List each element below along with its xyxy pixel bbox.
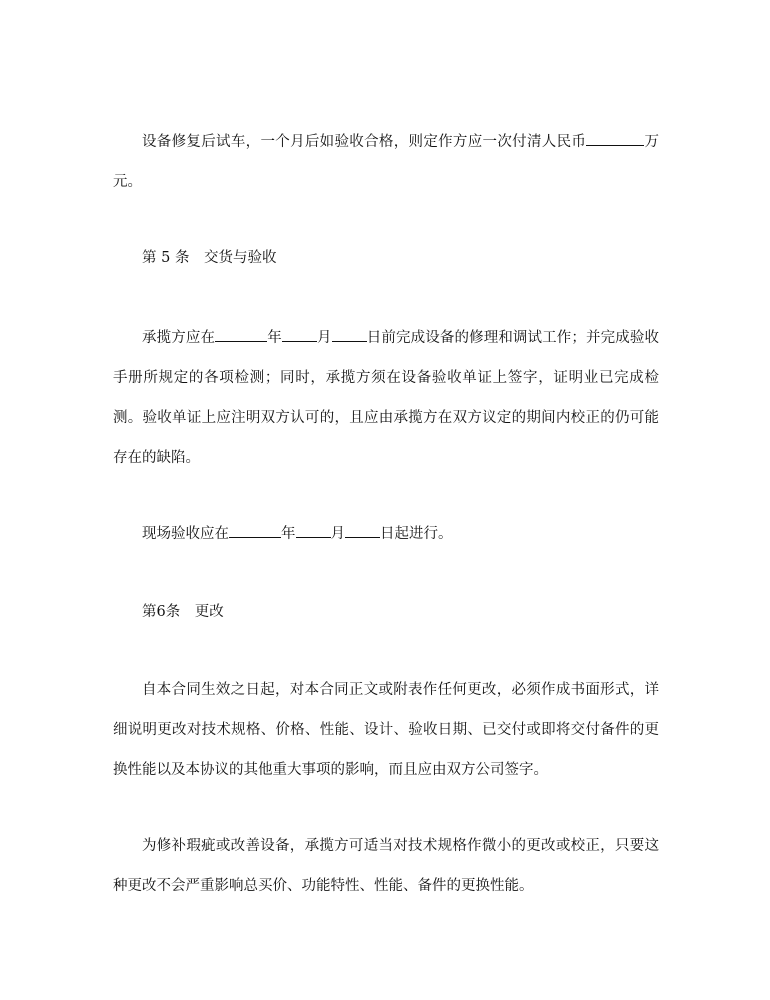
month-label: 月 [316,330,332,346]
payment-clause-text: 设备修复后试车，一个月后如验收合格，则定作方应一次付清人民币 [142,134,587,150]
onsite-year-blank[interactable] [229,521,281,538]
onsite-year-label: 年 [281,526,296,542]
onsite-day-blank[interactable] [345,521,380,538]
minor-change-clause-paragraph: 为修补瑕疵或改善设备，承揽方可适当对技术规格作微小的更改或校正，只要这种更改不会严重影响总买价、功能特性、性能、备件的更换性能。 [113,838,659,894]
onsite-acceptance-paragraph [113,514,659,554]
delivery-clause-paragraph [113,318,659,478]
payment-clause-paragraph [113,122,659,202]
year-label: 年 [267,330,282,346]
delivery-month-blank[interactable] [282,325,317,342]
article-5-heading: 第 5 条 交货与验收 [142,250,277,266]
onsite-month-blank[interactable] [296,521,331,538]
amendment-clause-paragraph: 自本合同生效之日起，对本合同正文或附表作任何更改，必须作成书面形式，详细说明更改对技术规格、价格、性能、设计、验收日期、已交付或即将交付备件的更换性能以及本协议的其他重大事项的影响，而且应由双方公司签字。 [113,682,659,778]
onsite-text-end: 日起进行。 [380,526,453,542]
delivery-year-blank[interactable] [215,325,267,342]
onsite-month-label: 月 [330,526,345,542]
amount-blank[interactable] [586,129,644,146]
payment-clause-unit: 万元。 [113,134,660,190]
delivery-text-start: 承揽方应在 [142,330,216,346]
onsite-text-start: 现场验收应在 [142,526,229,542]
delivery-text-rest: 日前完成设备的修理和调试工作；并完成验收手册所规定的各项检测；同时，承揽方须在设备验收单证上签字，证明业已完成检测。验收单证上应注明双方认可的，且应由承揽方在双方议定的期间内校正的仍可能存在的缺陷。 [113,330,660,466]
delivery-day-blank[interactable] [332,325,367,342]
article-6-heading: 第6条 更改 [142,604,224,620]
